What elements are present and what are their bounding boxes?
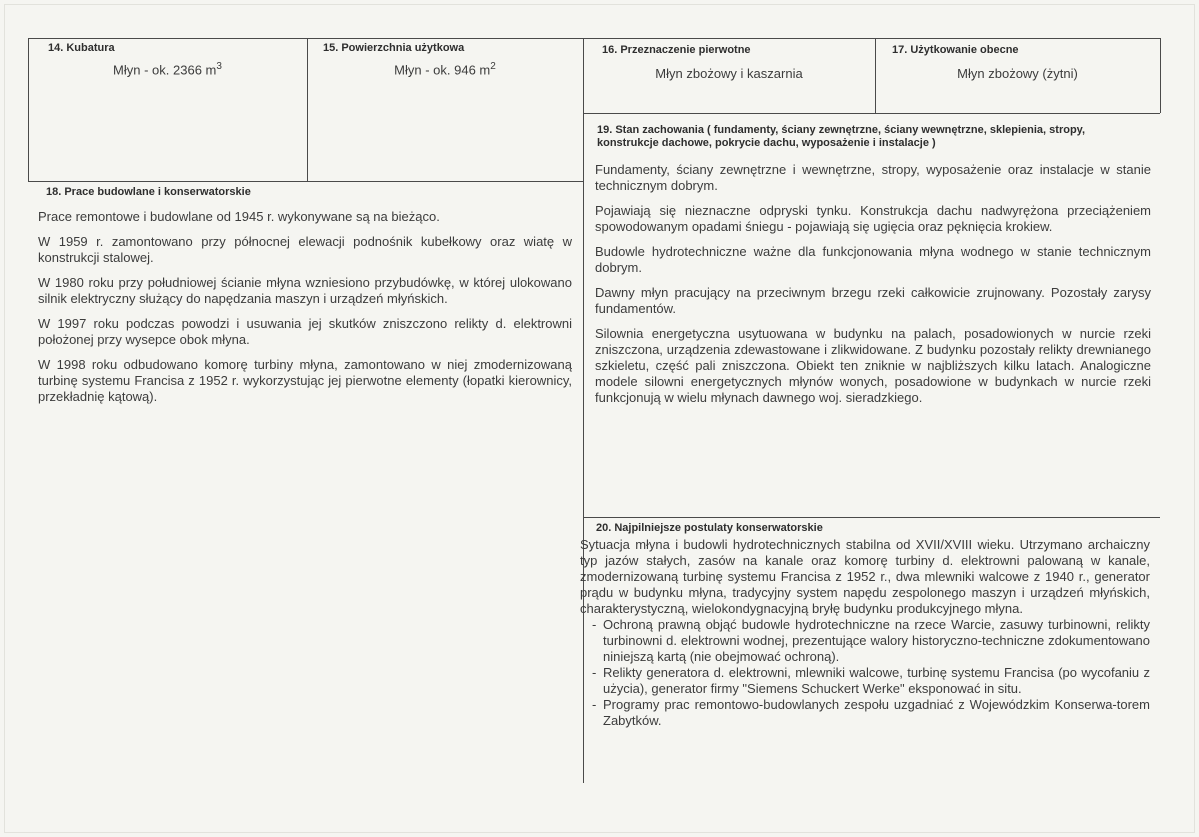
section-18-paragraph: Prace remontowe i budowlane od 1945 r. wykonywane są na bieżąco.	[38, 209, 440, 224]
grid-line-right	[1160, 38, 1161, 113]
cell-14-label: 14. Kubatura	[48, 42, 115, 54]
section-19-paragraph: Fundamenty, ściany zewnętrzne i wewnętrzne, stropy, wyposażenie oraz instalacje w stanie technicznym dobrym.	[595, 162, 1151, 193]
grid-line-14-15	[307, 38, 308, 181]
section-18-paragraph: W 1998 roku odbudowano komorę turbiny młyna, zamontowano w niej zmodernizowaną turbinę systemu Francisa z 1952 r. wykorzystując jej pierwotne elementy (łopatki kierownicy, przekładnię kątową).	[38, 357, 572, 404]
grid-line-above-18	[28, 181, 583, 182]
section-20-intro: Sytuacja młyna i budowli hydrotechnicznych stabilna od XVII/XVIII wieku. Utrzymano archaiczny typ jazów stałych, zasów na kanale oraz komorę turbiny d. elektrowni palowaną w kanale, zmodernizowaną turbinę systemu Francisa z 1952 r., dwa mlewniki walcowe z 1940 r., generator prądu w budynku młyna, tradycyjny system napędu zespolonego maszyn i urządzeń młyńskich, charakterystyczną, wielokondygnacyjną bryłę budynku produkcyjnego młyna.	[580, 537, 1150, 616]
list-item	[580, 697, 1150, 729]
list-item-dash: -	[592, 617, 597, 632]
list-item	[580, 617, 1150, 665]
section-20-postulates-list	[580, 617, 1150, 729]
cell-17-label: 17. Użytkowanie obecne	[892, 44, 1019, 56]
section-20-body	[580, 537, 1150, 729]
cell-17-value: Młyn zbożowy (żytni)	[957, 66, 1078, 81]
cell-16-value: Młyn zbożowy i kaszarnia	[655, 66, 803, 81]
cell-14-value	[28, 61, 307, 77]
section-18-label: 18. Prace budowlane i konserwatorskie	[46, 186, 251, 198]
cell-14-value-unit-exponent: 3	[216, 61, 222, 72]
list-item-text: Programy prac remontowo-budowlanych zespołu uzgadniać z Wojewódzkim Konserwa-torem Zabytków.	[603, 697, 1150, 728]
section-19-body	[595, 162, 1151, 415]
cell-15-value-unit-exponent: 2	[490, 61, 496, 72]
grid-line-above-20	[583, 517, 1160, 518]
list-item-text: Ochroną prawną objąć budowle hydrotechniczne na rzece Warcie, zasuwy turbinowni, relikty turbinowni d. elektrowni wodnej, prezentujące walory historyczno-techniczne zdokumentowano niniejszą kartą (nie obejmować ochroną).	[603, 617, 1150, 664]
section-19-paragraph: Pojawiają się nieznaczne odpryski tynku. Konstrukcja dachu nadwyrężona przeciążeniem spowodowanym opadami śniegu - pojawiają się ugięcia oraz pęknięcia krokiew.	[595, 203, 1151, 234]
list-item-dash: -	[592, 697, 597, 712]
cell-16-label: 16. Przeznaczenie pierwotne	[602, 44, 751, 56]
cell-15-value-text: Młyn - ok. 946 m	[394, 62, 491, 78]
grid-line-under-16-17	[583, 113, 1160, 114]
section-18-paragraph: W 1959 r. zamontowano przy północnej elewacji podnośnik kubełkowy oraz wiatę w konstrukcji stalowej.	[38, 234, 572, 265]
section-20-label: 20. Najpilniejsze postulaty konserwatorskie	[596, 522, 823, 534]
cell-15-label: 15. Powierzchnia użytkowa	[323, 42, 465, 54]
section-19-label: 19. Stan zachowania ( fundamenty, ściany zewnętrzne, ściany wewnętrzne, sklepienia, stropy, konstrukcje dachowe, pokrycie dachu, wyposażenie i instalacje )	[597, 124, 1086, 149]
grid-line-left	[28, 38, 29, 181]
section-18-body	[38, 209, 572, 414]
section-19-paragraph: Silownia energetyczna usytuowana w budynku na palach, posadowionych w nurcie rzeki zniszczona, urządzenia zdewastowane i zlikwidowane. Z budynku pozostały relikty drewnianego szkieletu, część pali zniszczona. Obiekt ten zniknie w najbliższych kilku latach. Analogiczne modele silowni energetycznych młynów wonych, posadowione w budynkach w nurcie rzeki funkcjonują w wielu młynach dawnego woj. sieradzkiego.	[595, 326, 1151, 405]
section-18-paragraph: W 1997 roku podczas powodzi i usuwania jej skutków zniszczono relikty d. elektrowni położonej przy wysepce obok młyna.	[38, 316, 572, 347]
list-item-text: Relikty generatora d. elektrowni, mlewniki walcowe, turbinę systemu Francisa (po wycofaniu z użycia), generator firmy "Siemens Schuckert Werke" eksponować in situ.	[603, 665, 1150, 696]
cell-14-value-text: Młyn - ok. 2366 m	[113, 62, 217, 78]
section-18-paragraph: W 1980 roku przy południowej ścianie młyna wzniesiono przybudówkę, w której ulokowano silnik elektryczny służący do napędzania maszyn i urządzeń młyńskich.	[38, 275, 572, 306]
list-item	[580, 665, 1150, 697]
list-item-dash: -	[592, 665, 597, 680]
grid-line-top	[28, 38, 1160, 39]
section-19-paragraph: Budowle hydrotechniczne ważne dla funkcjonowania młyna wodnego w stanie technicznym dobrym.	[595, 244, 1151, 275]
cell-15-value	[307, 61, 583, 77]
section-19-paragraph: Dawny młyn pracujący na przeciwnym brzegu rzeki całkowicie zrujnowany. Pozostały zarysy fundamentów.	[595, 285, 1151, 316]
